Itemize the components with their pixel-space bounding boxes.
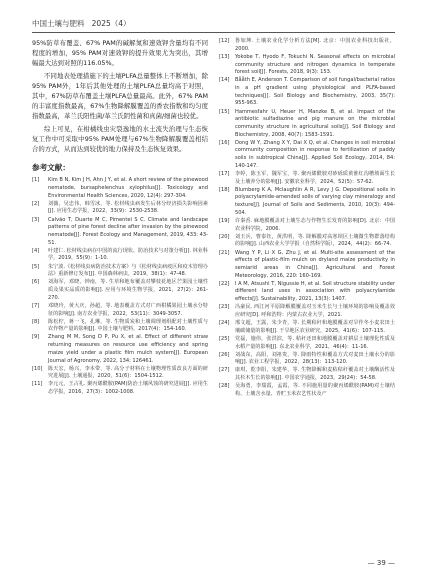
reference-number: [22] <box>219 280 230 287</box>
reference-number: [15] <box>219 108 230 115</box>
reference-text: 鲁如坤. 土壤农业化学分析方法[M]. 北京：中国农业科技出版社，2000. <box>235 38 395 52</box>
reference-item <box>219 171 395 186</box>
reference-item <box>32 366 208 381</box>
reference-text: 康琪，乾李阳，朱建华，等. 生物降解和麦秸秸秆覆盖对土壤酶活性及其杉木生长的影响[J]. 中国农学通报，2023，29(24)：54-58. <box>235 367 395 382</box>
reference-text: 陈松柠，蒋一飞，孔琳，等. 生物质炭和土壤调理剂组配对土壤性质与农作物产量的影响[J]. 中国土壤与肥料，2017(4)：154-160. <box>48 318 208 333</box>
reference-item <box>219 38 395 53</box>
reference-number: [11] <box>32 381 43 388</box>
reference-text: 陈天宏，杨兴，李本带，等. 高分子材料在土壤物理性质改良方面的研究进展[J]. 土壤通报，2020，51(6)：1504-1512. <box>48 365 208 380</box>
reference-number: [8] <box>32 318 40 325</box>
reference-item <box>219 77 395 108</box>
reference-item <box>219 140 395 171</box>
reference-item <box>219 234 395 249</box>
reference-text: 刘薇，吴忠伟，韩雪冰，等. 松材线虫病发生后林分经济损失影响因素[J]. 应用生态学报，2022，33(9)：2530-2538. <box>48 200 208 215</box>
reference-text: 许秦香. 麻地膜覆盖对土壤生态与作物生长发育的影响[D]. 北京：中国农业科学院，2006. <box>235 217 395 232</box>
reference-number: [17] <box>219 170 230 177</box>
reference-item <box>219 109 395 140</box>
reference-number: [7] <box>32 302 40 309</box>
reference-text: Calvão T, Duarte M C, Pimentel S C. Climate and landscape patterns of pine forest decline after invasion by the pinewood nematode[J]. Forest Ecology and Management, 2019, 433: 43-51. <box>48 216 208 246</box>
reference-number: [12] <box>219 38 230 44</box>
reference-number: [18] <box>219 186 230 193</box>
reference-number: [1] <box>32 177 40 184</box>
reference-text: 邢文超，王露，朱少青，等. 长期秸秆和地膜覆盖对旱作冬小麦农田土壤碳储量的影响[J]. 干旱地区农业研究，2025，41(6)：107-115. <box>235 320 395 334</box>
reference-number: [6] <box>32 279 40 286</box>
reference-item <box>219 250 395 281</box>
reference-text: Blumberg K A, Mclaughlin A R, Levy J G. Depositional soils in polyacrylamide-amended soils of varying clay mineralogy and texture[J]. Journal of Soils and Sediments, 2010, 10(3): 494-504. <box>235 186 395 216</box>
reference-text: 冯豪民. 西江河平原降解膜覆盖对玉米生长与土壤环境的影响及覆盖效应研究[D]. 呼和浩特：内蒙古农业大学，2021. <box>235 304 395 318</box>
body-paragraph: 95%防草布覆盖、67% PAM的碱解氮和速效钾含量均有不同程度的增加，95% PAM对速效钾的提升效果尤为突出，其增幅最大达到对照的116.05%。 <box>32 39 208 68</box>
reference-item <box>219 187 395 218</box>
reference-item <box>219 281 395 304</box>
journal-issue: 2025（4） <box>91 19 131 28</box>
reference-number: [10] <box>32 365 43 372</box>
reference-number: [23] <box>219 304 230 311</box>
references-heading: 参考文献： <box>32 163 70 173</box>
reference-text: 刘玉兵，曹泰钰，黄洪明，等. 降解膜对高寒坝区土壤微生物群落结构的影响[J]. 山西农业大学学报（自然科学版），2024，44(2)：66-74. <box>235 233 395 248</box>
reference-item <box>219 367 395 382</box>
page-number: — 39 — <box>367 559 395 567</box>
reference-item <box>219 54 395 77</box>
reference-item <box>32 381 208 396</box>
header-rule <box>32 32 395 33</box>
reference-text: 李元元，王占礼. 聚丙烯酰胺(PAM)防治土壤风蚀的研究进展[J]. 应用生态学报，2016，27(3)：1002-1008. <box>48 381 208 396</box>
reference-item <box>219 383 395 398</box>
reference-number: [13] <box>219 53 230 60</box>
reference-number: [16] <box>219 139 230 146</box>
reference-item <box>32 177 208 200</box>
running-header <box>32 18 131 29</box>
reference-item <box>219 336 395 351</box>
reference-number: [19] <box>219 217 230 224</box>
reference-text: Wang Y P, Li X G, Zhu J, et al. Multi-site assessment of the effects of plastic-film mulch on dryland maize productivity in semiarid areas in China[J]. Agricultural and Forest Meteorology, 2016, 220: 160-169. <box>235 249 395 279</box>
reference-number: [2] <box>32 200 40 207</box>
body-paragraph: 综上可见，在柑橘线虫灾裂逸地的水土流失治理与生态恢复工作中可采取中95% PAM处理与67%生物降解膜覆盖相结合的方式，从而达到较优的地力保持及生态恢复效果。 <box>32 124 208 154</box>
reference-text: 党磊，施伟，张洪滨，等. 秸秆还田和地膜覆盖对耕层土壤理化性质及水稻产量的影响[J]. 东北农业科学，2021，46(4)：11-16. <box>235 335 395 350</box>
journal-name: 中国土壤与肥料 <box>32 19 85 28</box>
reference-item <box>32 319 208 334</box>
reference-text: 刘海军，邓晓，钟南，等. 生草和地布覆盖对攀枝花地区芒果园土壤性质及果实品质的影响[J]. 应用与环境生物学报，2021，27(2)：261-270. <box>48 279 208 301</box>
reference-list-right <box>219 38 395 399</box>
reference-item <box>32 279 208 302</box>
reference-item <box>32 264 208 279</box>
reference-item <box>32 334 208 365</box>
reference-text: Yokobe T, Hyodo F, Tokuchi N. Seasonal effects on microbial community structure and nitrogen dynamics in temperate forest soil[J]. Forests, 2018, 9(3): 153. <box>235 53 395 76</box>
reference-number: [20] <box>219 233 230 240</box>
reference-text: 吴海勇，李瑞霞，孟霞，等. 不同施用量的聚丙烯酰胺(PAM)对土壤结构、土壤含水量、青贮玉米农艺性状及产 <box>235 383 395 397</box>
reference-list-left <box>32 177 208 397</box>
reference-item <box>219 304 395 319</box>
reference-number: [5] <box>32 263 40 270</box>
reference-item <box>32 303 208 318</box>
reference-text: 朱宁波.《松材线虫病防治技术方案》与《松材线虫病疫区和疫木管理办法》重新修订发布[J]. 中国森林病虫，2019，38(1)：47-48. <box>48 263 208 278</box>
left-column <box>32 38 208 397</box>
reference-number: [28] <box>219 383 230 390</box>
reference-text: 李婷，陈玉军，魏军宝，等. 聚丙烯酰胺对砂砾质黄淮红沟槽坡面生长及土壤养分的影响[J]. 安徽农业科学，2024，52(5)：57-62. <box>235 170 395 185</box>
reference-number: [25] <box>219 335 230 342</box>
reference-text: Zhang M M, Song D P, Pu X, et al. Effect of different straw returning measures on resource use efficiency and spring maize yield under a plastic film mulch system[J]. European Journal of Agronomy, 2022, 134: 126461. <box>48 334 208 364</box>
reference-text: 邓晓玲，黄大庆，孙超，等. 地表覆盖方式对广西柑橘果园土壤水分特征的影响[J]. 南方农业学报，2022，53(11)：3049-3057. <box>48 302 208 317</box>
reference-text: Dong W Y, Zhang X Y, Dai X Q, et al. Changes in soil microbial community composition in response to fertilization of paddy soils in subtropical China[J]. Applied Soil Ecology, 2014, 84: 140-147. <box>235 139 395 169</box>
right-column <box>219 38 395 399</box>
reference-number: [24] <box>219 320 230 326</box>
reference-number: [27] <box>219 367 230 374</box>
reference-text: I A M, Atsushi T, Nigussie H, et al. Soil structure stability under different land uses in association with polyacrylamide effects[J]. Sustainability, 2021, 13(3): 1407. <box>235 280 395 303</box>
reference-item <box>219 352 395 367</box>
reference-text: Hammesfahr U, Heuer H, Manzke B, et al. Impact of the antibiotic sulfadiazine and pig manure on the microbial community structure in agricultural soils[J]. Soil Biology and Biochemistry, 2008, 40(7): 1583-1591. <box>235 108 395 138</box>
reference-item <box>32 217 208 248</box>
reference-number: [14] <box>219 77 230 84</box>
reference-number: [3] <box>32 216 40 223</box>
reference-number: [21] <box>219 249 230 256</box>
reference-number: [26] <box>219 351 230 358</box>
reference-item <box>32 201 208 216</box>
reference-text: 叶建仁. 松材线虫病在中国的流行现状、防治技术与对策分析[J]. 林业科学，2019，55(9)：1-10. <box>48 247 208 262</box>
body-paragraph: 不同地表处理措施下的土壤PLFA总量整体上不断增加，除95% PAM外，1年后其他处理的土壤PLFA总量均高于对照，其中，67%防草布覆盖土壤PLFA总量最高。此外，67% PAM的丰富度指数最高，67%生物降解膜覆盖的香农指数和均匀度指数最高，革兰氏阳性菌/革兰氏阴性菌和真菌/细菌也较优。 <box>32 71 208 121</box>
reference-item <box>219 218 395 233</box>
reference-text: Kim B N, Kim J H, Ahn J Y, et al. A short review of the pinewood nematode, bursaphelenchus xylophilus[J]. Toxicology and Environmental Health Sciences, 2020, 12(4): 297-304. <box>48 177 209 199</box>
reference-text: 刘战东，高阳，刘祖贵，等. 降雨特性和覆盖方式对麦田土壤水分的影响[J]. 农业工程学报，2022，28(13)：113-120. <box>235 351 395 366</box>
reference-item <box>219 320 395 335</box>
reference-number: [9] <box>32 334 40 341</box>
reference-text: Bååth E, Anderson T. Comparison of soil fungal/bacterial ratios in a pH gradient using physiological and PLFA-based techniques[J]. Soil Biology and Biochemistry, 2003, 35(7): 955-963. <box>235 77 395 107</box>
reference-number: [4] <box>32 247 40 254</box>
reference-item <box>32 248 208 263</box>
